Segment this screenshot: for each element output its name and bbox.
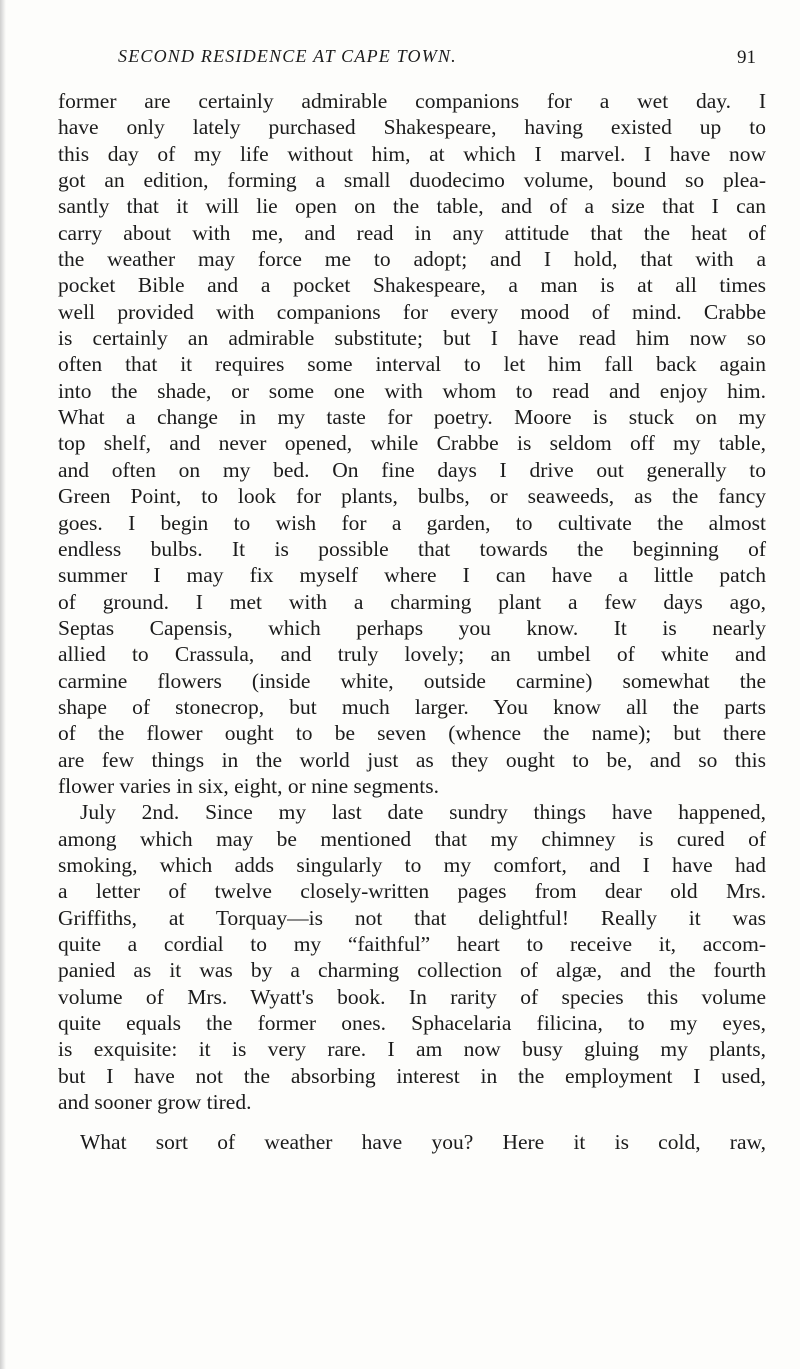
text-line: of the flower ought to be seven (whence the name); but there <box>58 721 766 746</box>
text-line: and often on my bed. On fine days I drive out generally to <box>58 457 766 482</box>
text-line: What a change in my taste for poetry. Moore is stuck on my <box>58 405 766 430</box>
text-line: smoking, which adds singularly to my comfort, and I have had <box>58 852 766 877</box>
text-line: santly that it will lie open on the table, and of a size that I can <box>58 194 766 219</box>
text-line: Green Point, to look for plants, bulbs, or seaweeds, as the fancy <box>58 484 766 509</box>
text-line: have only lately purchased Shakespeare, having existed up to <box>58 115 766 140</box>
text-line: top shelf, and never opened, while Crabbe is seldom off my table, <box>58 431 766 456</box>
page-gutter-shadow <box>0 0 6 1369</box>
text-line: Septas Capensis, which perhaps you know. It is nearly <box>58 615 766 640</box>
text-line: often that it requires some interval to let him fall back again <box>58 352 766 377</box>
text-line: and sooner grow tired. <box>58 1090 252 1115</box>
text-line: shape of stonecrop, but much larger. You know all the parts <box>58 694 766 719</box>
text-line: quite equals the former ones. Sphacelaria filicina, to my eyes, <box>58 1011 766 1036</box>
text-line: the weather may force me to adopt; and I hold, that with a <box>58 247 766 272</box>
text-line: of ground. I met with a charming plant a few days ago, <box>58 589 766 614</box>
text-line: a letter of twelve closely-written pages from dear old Mrs. <box>58 879 766 904</box>
text-line: volume of Mrs. Wyatt's book. In rarity of species this volume <box>58 984 766 1009</box>
text-line: are few things in the world just as they ought to be, and so this <box>58 747 766 772</box>
text-line: former are certainly admirable companions for a wet day. I <box>58 89 766 113</box>
text-line: but I have not the absorbing interest in the employment I used, <box>58 1063 766 1088</box>
text-line: is exquisite: it is very rare. I am now busy gluing my plants, <box>58 1037 766 1062</box>
text-line: quite a cordial to my “faithful” heart to receive it, accom- <box>58 932 766 956</box>
text-line: flower varies in six, eight, or nine segments. <box>58 773 439 798</box>
text-line: into the shade, or some one with whom to read and enjoy him. <box>58 378 766 403</box>
text-line: carry about with me, and read in any attitude that the heat of <box>58 220 766 245</box>
text-line: What sort of weather have you? Here it is cold, raw, <box>80 1130 766 1155</box>
running-head: SECOND RESIDENCE AT CAPE TOWN. <box>118 46 457 66</box>
text-line: got an edition, forming a small duodecimo volume, bound so plea- <box>58 168 766 193</box>
text-line: endless bulbs. It is possible that towards the beginning of <box>58 536 766 561</box>
text-line: Griffiths, at Torquay—is not that delightful! Really it was <box>58 905 766 930</box>
text-line: this day of my life without him, at which I marvel. I have now <box>58 141 766 166</box>
text-line: summer I may fix myself where I can have a little patch <box>58 563 766 588</box>
text-line: is certainly an admirable substitute; but I have read him now so <box>58 326 766 351</box>
body-text <box>58 88 766 1156</box>
text-line: panied as it was by a charming collection of algæ, and the fourth <box>58 958 766 983</box>
text-line: carmine flowers (inside white, outside carmine) somewhat the <box>58 668 766 693</box>
text-line: July 2nd. Since my last date sundry things have happened, <box>80 800 766 825</box>
text-line: pocket Bible and a pocket Shakespeare, a man is at all times <box>58 273 766 298</box>
text-line: among which may be mentioned that my chimney is cured of <box>58 826 766 851</box>
text-line: allied to Crassula, and truly lovely; an umbel of white and <box>58 642 766 667</box>
page-number: 91 <box>737 47 756 68</box>
text-line: goes. I begin to wish for a garden, to cultivate the almost <box>58 510 766 535</box>
text-line: well provided with companions for every mood of mind. Crabbe <box>58 299 766 324</box>
